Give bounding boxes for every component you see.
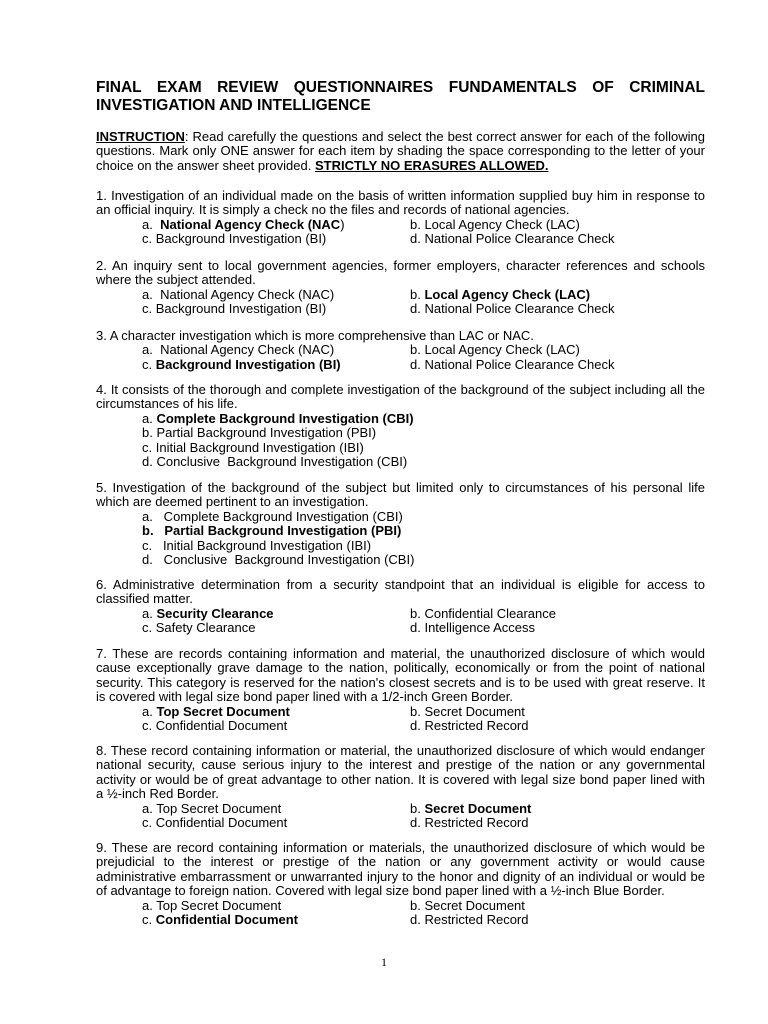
option-row: [96, 621, 705, 635]
option-a: a. Security Clearance: [142, 605, 274, 621]
instruction-text: : Read carefully the questions and select the best correct answer for each of the following questions. Mark only ONE answer for each item by shading the space corresponding to the letter of your choice on the answer sheet provided.: [96, 129, 705, 173]
option-row: [96, 705, 705, 719]
option-a: a. National Agency Check (NAC): [142, 342, 335, 358]
option-row: [96, 302, 705, 316]
option-a: a. Top Secret Document: [142, 703, 290, 719]
option-b: b. Confidential Clearance: [410, 605, 556, 621]
option-b: b. Local Agency Check (LAC): [410, 286, 591, 302]
question-2: [96, 259, 705, 317]
answer-options: [96, 510, 705, 568]
question-stem: 5. Investigation of the background of the subject but limited only to circumstances of his personal life which are deemed pertinent to an investigation.: [96, 480, 705, 510]
option-d: d. Conclusive Background Investigation (CBI): [142, 551, 415, 567]
answer-options: [96, 899, 705, 928]
option-row: [96, 358, 705, 372]
question-stem: 7. These are records containing information and material, the unauthorized disclosure of which would cause exceptionally grave damage to the nation, politically, economically or from the point of national security. This category is reserved for the nation's closest secrets and is to be used with great reserve. It is covered with legal size bond paper lined with a 1/2-inch Green Border.: [96, 646, 705, 705]
question-7: [96, 647, 705, 733]
option-row: [96, 719, 705, 733]
question-9: [96, 841, 705, 927]
option-c: c. Background Investigation (BI): [142, 356, 341, 372]
option-c: c. Confidential Document: [142, 718, 288, 734]
option-row: [96, 232, 705, 246]
option-c: c. Background Investigation (BI): [142, 301, 327, 317]
option-a: a. Complete Background Investigation (CBI): [142, 410, 414, 426]
option-row: [96, 816, 705, 830]
option-c: c. Confidential Document: [142, 815, 288, 831]
option-row: [96, 607, 705, 621]
document-title: FINAL EXAM REVIEW QUESTIONNAIRES FUNDAMENTALS OF CRIMINAL INVESTIGATION AND INTELLIGENCE: [96, 79, 705, 114]
question-stem: 2. An inquiry sent to local government agencies, former employers, character references and schools where the subject attended.: [96, 258, 705, 288]
question-6: [96, 578, 705, 636]
option-d: d. Restricted Record: [410, 718, 529, 734]
question-1: [96, 189, 705, 247]
no-erasures-notice: STRICTLY NO ERASURES ALLOWED.: [314, 157, 549, 173]
option-a: a. Top Secret Document: [142, 800, 282, 816]
question-stem: 1. Investigation of an individual made on the basis of written information supplied buy him in response to an official inquiry. It is simply a check no the files and records of national agencies.: [96, 188, 705, 218]
option-a: a. Top Secret Document: [142, 897, 282, 913]
option-b: b. Secret Document: [410, 897, 525, 913]
question-stem: 4. It consists of the thorough and complete investigation of the background of the subject including all the circumstances of his life.: [96, 382, 705, 412]
answer-options: [96, 802, 705, 831]
option-d: d. Restricted Record: [410, 815, 529, 831]
question-5: [96, 481, 705, 567]
option-row: [96, 343, 705, 357]
option-c: c. Background Investigation (BI): [142, 231, 327, 247]
question-stem: 6. Administrative determination from a security standpoint that an individual is eligible for access to classified matter.: [96, 577, 705, 607]
option-row: [96, 899, 705, 913]
option-d: d. National Police Clearance Check: [410, 231, 615, 247]
option-row: [96, 218, 705, 232]
option-c: c. Initial Background Investigation (IBI): [142, 439, 364, 455]
option-c: c. Safety Clearance: [142, 620, 256, 636]
option-d: d. National Police Clearance Check: [410, 356, 615, 372]
option-b: b. Local Agency Check (LAC): [410, 216, 580, 232]
question-3: [96, 329, 705, 372]
answer-options: [96, 705, 705, 734]
option-d: d. Intelligence Access: [410, 620, 536, 636]
option-a: a. National Agency Check (NAC): [142, 216, 345, 232]
option-d: d. National Police Clearance Check: [410, 301, 615, 317]
option-b: b. Secret Document: [410, 800, 532, 816]
instruction-paragraph: [96, 130, 705, 173]
question-stem: 8. These record containing information or material, the unauthorized disclosure of which would endanger national security, cause serious injury to the interest and prestige of the nation or any governmental activity or would be of great advantage to other nation. It is covered with legal size bond paper lined with a ½-inch Red Border.: [96, 743, 705, 802]
option-b: b. Partial Background Investigation (PBI): [142, 523, 402, 539]
answer-options: [96, 343, 705, 372]
option-c: c. Confidential Document: [142, 912, 299, 928]
question-4: [96, 383, 705, 469]
option-a: a. National Agency Check (NAC): [142, 286, 335, 302]
option-c: c. Initial Background Investigation (IBI): [142, 537, 372, 553]
option-d: d. Restricted Record: [410, 912, 529, 928]
answer-options: [96, 288, 705, 317]
question-stem: 9. These are record containing information or materials, the unauthorized disclosure of which would be prejudicial to the interest or prestige of the nation or any government activity or would cause administrative embarrassment or unwarranted injury to the honor and dignity of an individual or would be of advantage to foreign nation. Covered with legal size bond paper lined with a ½-inch Blue Border.: [96, 840, 705, 899]
option-b: b. Secret Document: [410, 703, 525, 719]
page-number: 1: [381, 955, 387, 969]
option-row: [96, 802, 705, 816]
answer-options: [96, 607, 705, 636]
answer-options: [96, 412, 705, 470]
answer-options: [96, 218, 705, 247]
option-b: b. Local Agency Check (LAC): [410, 342, 580, 358]
option-row: [96, 913, 705, 927]
instruction-label: INSTRUCTION: [96, 129, 185, 144]
option-b: b. Partial Background Investigation (PBI): [142, 425, 377, 441]
question-8: [96, 744, 705, 830]
question-stem: 3. A character investigation which is more comprehensive than LAC or NAC.: [96, 328, 534, 343]
option-a: a. Complete Background Investigation (CBI): [142, 508, 403, 524]
option-row: [96, 288, 705, 302]
option-d: d. Conclusive Background Investigation (CBI): [142, 453, 408, 469]
